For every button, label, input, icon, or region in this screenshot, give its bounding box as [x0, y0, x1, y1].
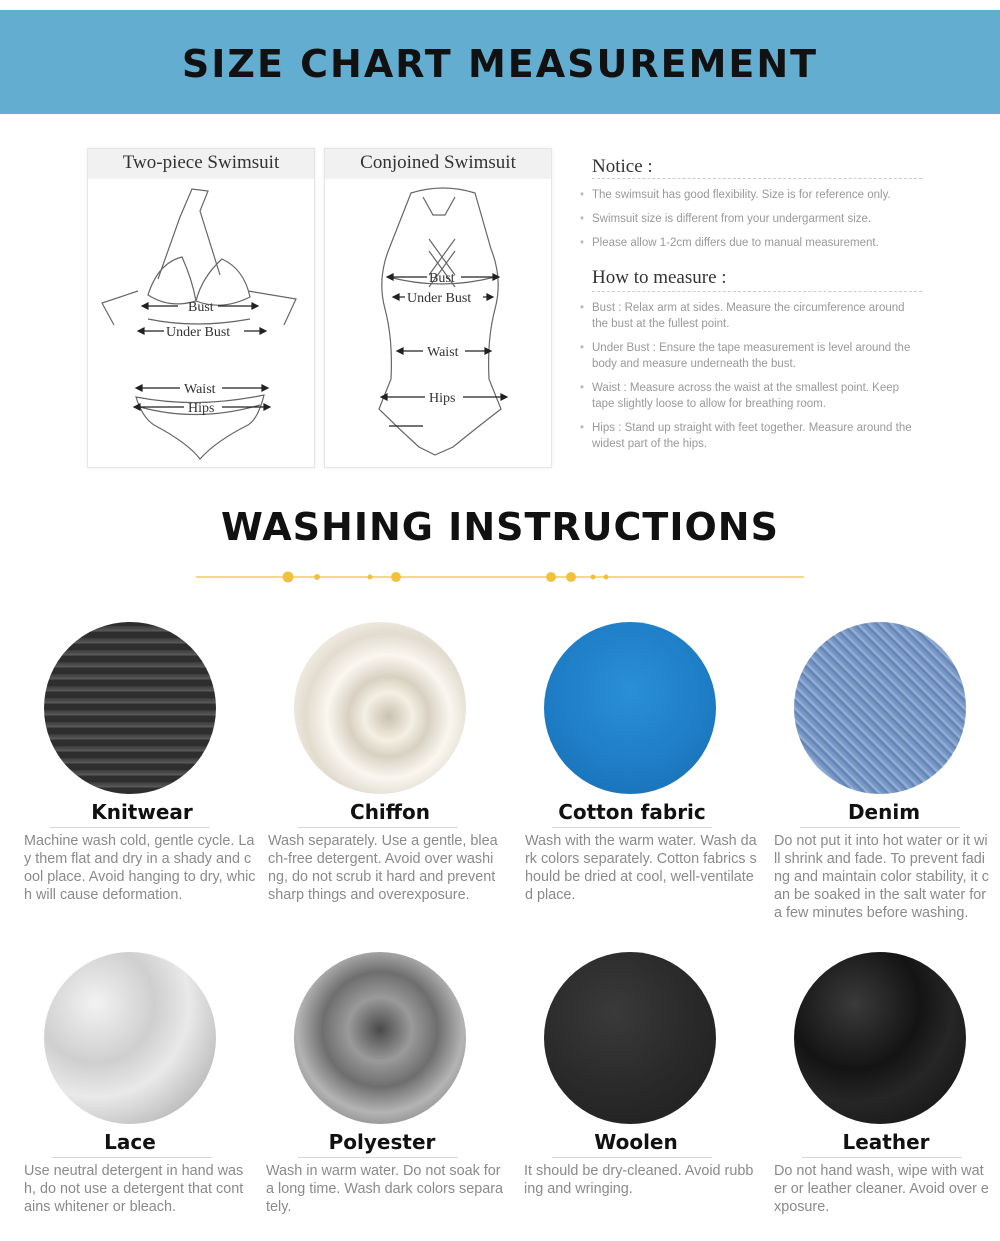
fabric-description: Do not hand wash, wipe with water or leather cleaner. Avoid over exposure. — [774, 1163, 989, 1215]
knitwear-swatch — [44, 622, 216, 794]
under-bust-label: Under Bust — [166, 325, 231, 340]
hips-label: Hips — [429, 391, 456, 406]
woolen-swatch — [544, 952, 716, 1124]
waist-label: Waist — [184, 382, 216, 397]
notice-item: • The swimsuit has good flexibility. Size is for reference only. — [592, 187, 922, 203]
notice-list — [592, 187, 922, 251]
measure-item-bust: • Bust : Relax arm at sides. Measure the circumference around the bust at the fullest point. — [592, 300, 922, 332]
panel-title: Two-piece Swimsuit — [88, 149, 314, 179]
notice-section — [592, 150, 922, 452]
fabric-description: Wash in warm water. Do not soak for a long time. Wash dark colors separately. — [266, 1163, 504, 1215]
measure-item-under-bust: • Under Bust : Ensure the tape measurement is level around the body and measure underneath the bust. — [592, 340, 922, 372]
divider-line — [552, 827, 712, 828]
divider-line — [50, 827, 210, 828]
conjoined-panel — [324, 148, 552, 468]
washing-title: WASHING INSTRUCTIONS — [221, 505, 779, 549]
how-to-measure-list — [592, 300, 922, 452]
under-bust-label: Under Bust — [407, 291, 472, 306]
lace-swatch — [44, 952, 216, 1124]
fabric-name: Chiffon — [350, 800, 430, 824]
one-piece-diagram — [325, 179, 551, 467]
panel-title: Conjoined Swimsuit — [325, 149, 551, 179]
fabric-description: It should be dry-cleaned. Avoid rubbing and wringing. — [524, 1163, 754, 1197]
bust-label: Bust — [429, 271, 455, 286]
fabric-name: Knitwear — [91, 800, 193, 824]
denim-swatch — [794, 622, 966, 794]
hips-label: Hips — [188, 401, 215, 416]
measure-item-hips: • Hips : Stand up straight with feet together. Measure around the widest part of the hips. — [592, 420, 922, 452]
two-piece-panel — [87, 148, 315, 468]
divider-line — [298, 1157, 458, 1158]
fabric-name: Cotton fabric — [558, 800, 706, 824]
notice-title: Notice : — [592, 150, 922, 179]
divider-line — [52, 1157, 212, 1158]
fabric-description: Wash separately. Use a gentle, bleach-free detergent. Avoid over washing, do not scrub it hard and prevent sharp things and overexposure. — [268, 833, 498, 903]
leather-swatch — [794, 952, 966, 1124]
page-title: SIZE CHART MEASUREMENT — [181, 42, 819, 86]
fabric-description: Machine wash cold, gentle cycle. Lay them flat and dry in a shady and cool place. Avoid hanging to dry, which will cause deformation. — [24, 833, 256, 903]
fabric-name: Denim — [847, 800, 921, 824]
decorative-divider — [196, 570, 804, 584]
chiffon-swatch — [294, 622, 466, 794]
divider-line — [552, 1157, 712, 1158]
fabric-name: Lace — [104, 1130, 156, 1154]
how-to-measure-title: How to measure : — [592, 263, 922, 292]
notice-item: • Please allow 1-2cm differs due to manual measurement. — [592, 235, 922, 251]
waist-label: Waist — [427, 345, 459, 360]
bust-label: Bust — [188, 300, 214, 315]
measure-item-waist: • Waist : Measure across the waist at the smallest point. Keep tape slightly loose to allow for breathing room. — [592, 380, 922, 412]
fabric-description: Use neutral detergent in hand wash, do not use a detergent that contains whitener or bleach. — [24, 1163, 244, 1215]
fabric-name: Leather — [842, 1130, 930, 1154]
bikini-diagram — [88, 179, 314, 467]
fabric-name: Woolen — [594, 1130, 678, 1154]
fabric-description: Wash with the warm water. Wash dark colors separately. Cotton fabrics should be dried at cool, well-ventilated place. — [525, 833, 757, 903]
divider-line — [298, 827, 458, 828]
fabric-description: Do not put it into hot water or it will shrink and fade. To prevent fading and maintain color stability, it can be soaked in the salt water for a few minutes before washing. — [774, 833, 989, 921]
header-banner — [0, 10, 1000, 114]
divider-line — [802, 1157, 962, 1158]
divider-line — [800, 827, 960, 828]
polyester-swatch — [294, 952, 466, 1124]
cotton-swatch — [544, 622, 716, 794]
fabric-name: Polyester — [328, 1130, 436, 1154]
notice-item: • Swimsuit size is different from your undergarment size. — [592, 211, 922, 227]
